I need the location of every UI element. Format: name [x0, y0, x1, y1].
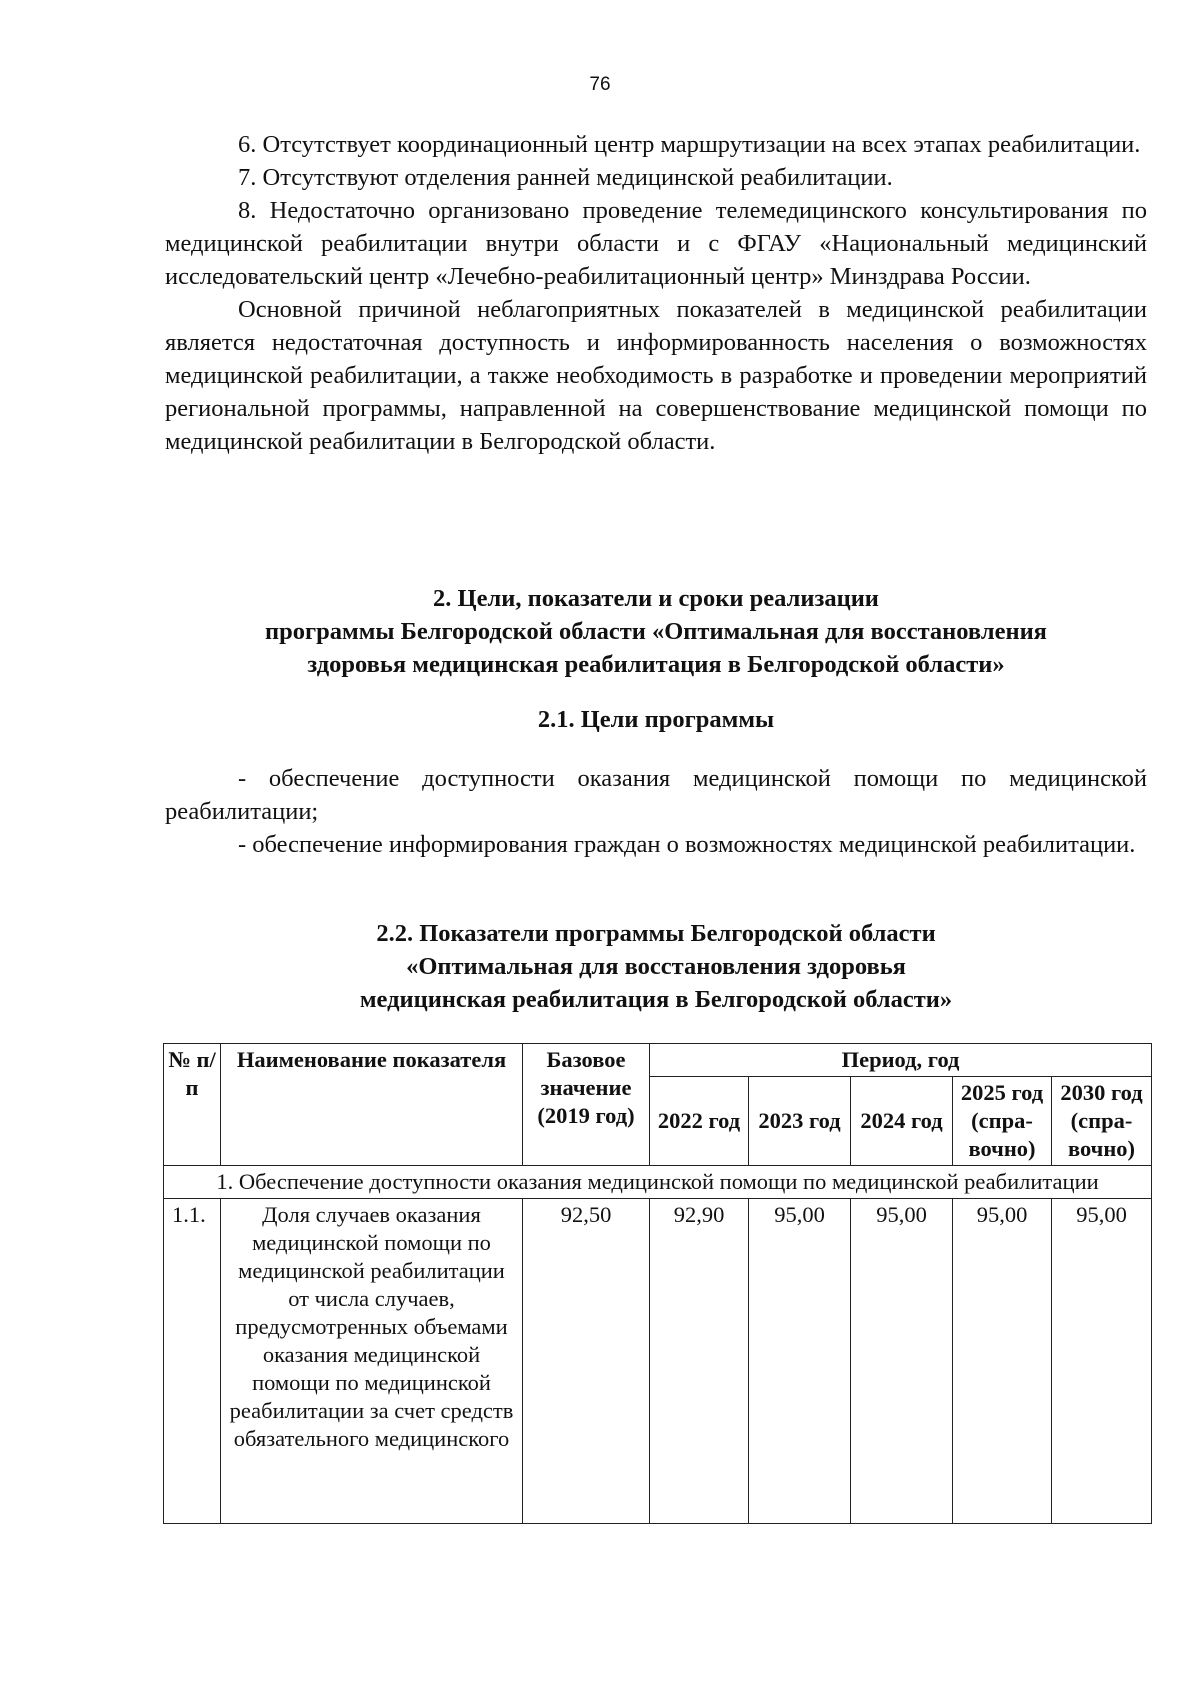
paragraph: 7. Отсутствуют отделения ранней медицинской реабилитации. [238, 164, 893, 191]
cell-num: 1.1. [164, 1199, 221, 1524]
header-num: № п/п [164, 1044, 221, 1166]
goal-item: - обеспечение доступности оказания медицинской помощи по медицинской реабилитации; [165, 765, 1147, 825]
cell-name: Доля случаев оказания медицинской помощи по медицинской реабилитации от числа случаев, предусмотренных объемами оказания медицинской помощи по медицинской реабилитации за счет средств обязательного медицинского [221, 1199, 523, 1524]
heading-line: 2.2. Показатели программы Белгородской области [376, 920, 936, 947]
cell-2022: 92,90 [650, 1199, 749, 1524]
cell-2025: 95,00 [953, 1199, 1052, 1524]
section-2-heading [165, 582, 1147, 681]
header-2024: 2024 год [851, 1077, 953, 1166]
cell-base: 92,50 [523, 1199, 650, 1524]
page-number: 76 [589, 74, 611, 95]
header-2025: 2025 год (спра-вочно) [953, 1077, 1052, 1166]
section-2-2-heading [165, 917, 1147, 1016]
goals-list [165, 762, 1147, 861]
heading-line: программы Белгородской области «Оптимальная для восстановления [265, 618, 1047, 645]
section-row-title: 1. Обеспечение доступности оказания медицинской помощи по медицинской реабилитации [164, 1166, 1152, 1199]
section-2-1-heading: 2.1. Цели программы [537, 706, 775, 733]
indicators-table [163, 1043, 1152, 1524]
header-2023: 2023 год [749, 1077, 851, 1166]
intro-text [165, 128, 1147, 458]
table-header-row [164, 1044, 1152, 1077]
cell-2023: 95,00 [749, 1199, 851, 1524]
table-row [164, 1199, 1152, 1524]
table-section-row [164, 1166, 1152, 1199]
header-period: Период, год [650, 1044, 1152, 1077]
header-name: Наименование показателя [221, 1044, 523, 1166]
paragraph: 6. Отсутствует координационный центр маршрутизации на всех этапах реабилитации. [238, 131, 1141, 158]
paragraph: 8. Недостаточно организовано проведение телемедицинского консультирования по медицинской реабилитации внутри области и с ФГАУ «Национальный медицинский исследовательский центр «Лечебно-реабилитационный центр» Минздрава России. [165, 197, 1147, 290]
paragraph: Основной причиной неблагоприятных показателей в медицинской реабилитации является недостаточная доступность и информированность населения о возможностях медицинской реабилитации, а также необходимость в разработке и проведении мероприятий региональной программы, направленной на совершенствование медицинской помощи по медицинской реабилитации в Белгородской области. [165, 296, 1147, 455]
cell-2030: 95,00 [1052, 1199, 1152, 1524]
header-2030: 2030 год (спра-вочно) [1052, 1077, 1152, 1166]
header-base: Базовое значение (2019 год) [523, 1044, 650, 1166]
goal-item: - обеспечение информирования граждан о возможностях медицинской реабилитации. [238, 831, 1136, 858]
heading-line: здоровья медицинская реабилитация в Белгородской области» [307, 651, 1005, 678]
heading-line: 2. Цели, показатели и сроки реализации [433, 585, 879, 612]
cell-2024: 95,00 [851, 1199, 953, 1524]
heading-line: медицинская реабилитация в Белгородской области» [359, 986, 953, 1013]
header-2022: 2022 год [650, 1077, 749, 1166]
heading-line: «Оптимальная для восстановления здоровья [406, 953, 906, 980]
